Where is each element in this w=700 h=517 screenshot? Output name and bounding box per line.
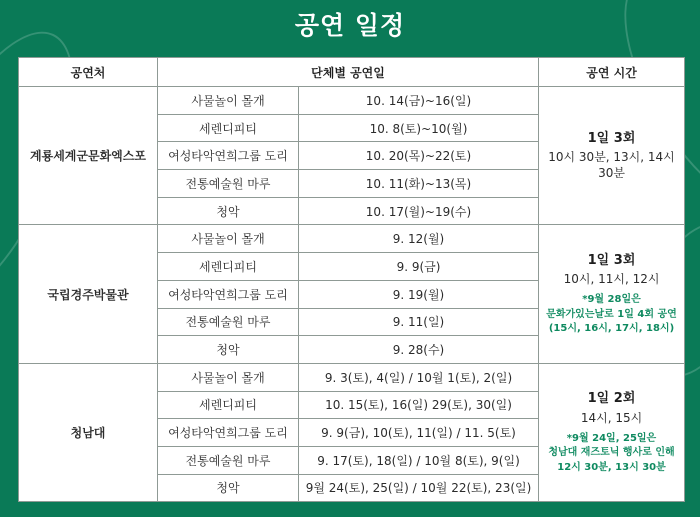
group-name: 청악: [158, 197, 299, 225]
group-name: 세렌디피티: [158, 253, 299, 281]
performance-dates: 10. 15(토), 16(일) 29(토), 30(일): [299, 391, 539, 419]
venue-name: 국립경주박물관: [19, 225, 158, 363]
venue-name: 계룡세계군문화엑스포: [19, 87, 158, 225]
time-slots: 10시, 11시, 12시: [563, 272, 660, 287]
performance-dates: 10. 11(화)~13(목): [299, 170, 539, 198]
time-note-line: *9월 28일은: [582, 294, 641, 306]
group-name: 세렌디피티: [158, 114, 299, 142]
time-frequency: 1일 2회: [587, 390, 636, 406]
performance-time: [539, 225, 685, 363]
time-note: [539, 432, 684, 476]
performance-dates: 9. 11(일): [299, 308, 539, 336]
table-row: [19, 363, 685, 391]
group-name: 여성타악연희그룹 도리: [158, 280, 299, 308]
header-dates: 단체별 공연일: [158, 58, 539, 87]
time-note-line: 문화가있는날로 1일 4회 공연: [546, 308, 677, 320]
table-row: [19, 87, 685, 115]
performance-dates: 9. 3(토), 4(일) / 10월 1(토), 2(일): [299, 363, 539, 391]
time-frequency: 1일 3회: [587, 252, 636, 268]
group-name: 사물놀이 몰개: [158, 363, 299, 391]
table-row: [19, 225, 685, 253]
header-venue: 공연처: [19, 58, 158, 87]
group-name: 전통예술원 마루: [158, 308, 299, 336]
performance-dates: 10. 20(목)~22(토): [299, 142, 539, 170]
header-time: 공연 시간: [539, 58, 685, 87]
group-name: 전통예술원 마루: [158, 170, 299, 198]
time-note-line: 청남대 재즈토닉 행사로 인해: [548, 447, 675, 459]
group-name: 세렌디피티: [158, 391, 299, 419]
performance-dates: 9. 12(월): [299, 225, 539, 253]
venue-name: 청남대: [19, 363, 158, 501]
time-frequency: 1일 3회: [587, 130, 636, 146]
time-note-line: 12시 30분, 13시 30분: [557, 461, 666, 473]
performance-dates: 9. 17(토), 18(일) / 10월 8(토), 9(일): [299, 446, 539, 474]
performance-dates: 10. 8(토)~10(월): [299, 114, 539, 142]
performance-dates: 9. 9(금): [299, 253, 539, 281]
group-name: 여성타악연희그룹 도리: [158, 142, 299, 170]
performance-dates: 9월 24(토), 25(일) / 10월 22(토), 23(일): [299, 474, 539, 502]
performance-dates: 10. 14(금)~16(일): [299, 87, 539, 115]
time-note-line: *9월 24일, 25일은: [566, 432, 657, 444]
time-slots: 10시 30분, 13시, 14시 30분: [548, 150, 675, 181]
schedule-table: [18, 57, 685, 502]
page-title: 공연 일정: [294, 11, 406, 40]
group-name: 청악: [158, 474, 299, 502]
group-name: 청악: [158, 336, 299, 364]
performance-dates: 9. 9(금), 10(토), 11(일) / 11. 5(토): [299, 419, 539, 447]
group-name: 사물놀이 몰개: [158, 225, 299, 253]
time-slots: 14시, 15시: [580, 410, 643, 425]
group-name: 전통예술원 마루: [158, 446, 299, 474]
performance-time: [539, 87, 685, 225]
performance-dates: 9. 28(수): [299, 336, 539, 364]
table-header-row: [19, 58, 685, 87]
time-note: [539, 293, 684, 337]
performance-dates: 10. 17(월)~19(수): [299, 197, 539, 225]
performance-time: [539, 363, 685, 501]
group-name: 여성타악연희그룹 도리: [158, 419, 299, 447]
time-note-line: (15시, 16시, 17시, 18시): [548, 323, 675, 335]
performance-dates: 9. 19(월): [299, 280, 539, 308]
group-name: 사물놀이 몰개: [158, 87, 299, 115]
